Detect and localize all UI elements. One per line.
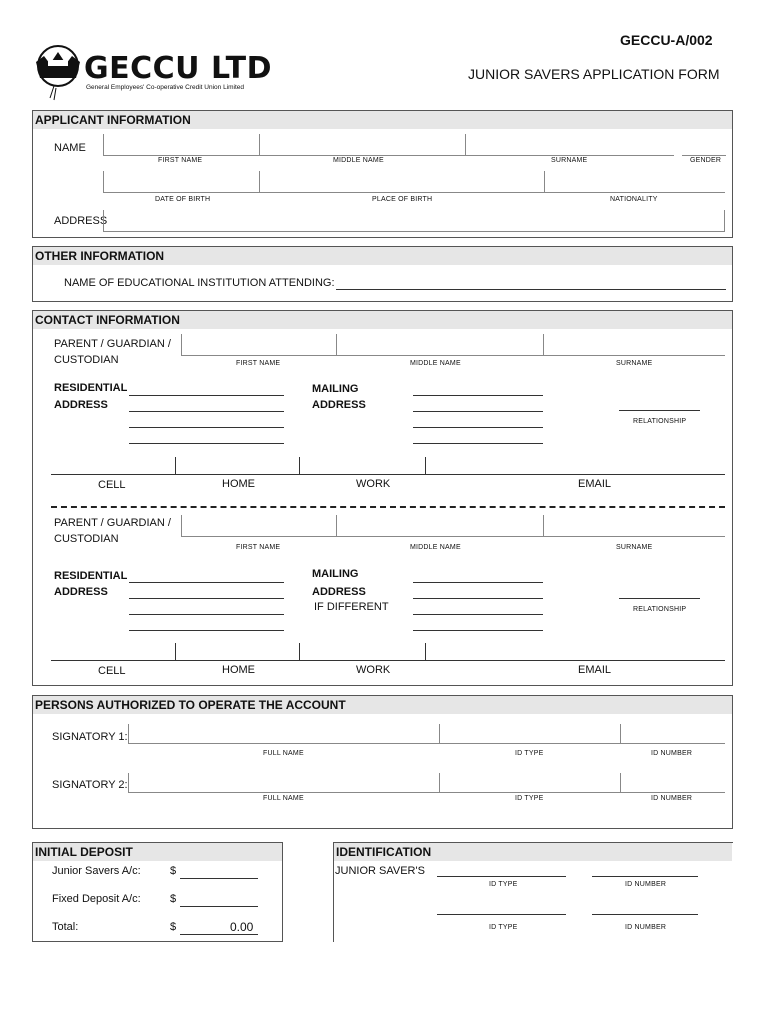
total-currency: $: [170, 921, 177, 933]
nationality-field[interactable]: [544, 171, 725, 193]
middle-name-caption: MIDDLE NAME: [333, 157, 384, 164]
authorized-section: [32, 695, 733, 829]
guardian1-mail-line1[interactable]: [413, 395, 543, 396]
guardian2-home-label: HOME: [222, 664, 255, 676]
logo: [30, 42, 280, 102]
contact-heading: CONTACT INFORMATION: [33, 311, 732, 329]
guardian1-phone-line[interactable]: [51, 474, 725, 475]
guardian1-relationship-field[interactable]: [619, 410, 700, 411]
guardian2-surname-caption: SURNAME: [616, 544, 653, 551]
pob-field[interactable]: [259, 171, 544, 193]
guardian2-divider-2: [299, 643, 300, 661]
guardian2-email-label: EMAIL: [578, 664, 612, 676]
authorized-heading: PERSONS AUTHORIZED TO OPERATE THE ACCOUNT: [33, 696, 732, 714]
guardian1-mail-line4[interactable]: [413, 443, 543, 444]
signatory2-idnumber-field[interactable]: [620, 773, 725, 793]
middle-name-field[interactable]: [259, 134, 465, 156]
guardian2-divider-3: [425, 643, 426, 661]
junior-id-number-field-1[interactable]: [592, 876, 698, 877]
fixed-deposit-currency: $: [170, 893, 177, 905]
guardian2-phone-line[interactable]: [51, 660, 725, 661]
guardian1-first-name-caption: FIRST NAME: [236, 360, 281, 367]
guardian2-mailing-address-label: ADDRESS: [312, 586, 366, 598]
guardian2-first-name-field[interactable]: [181, 515, 336, 537]
institution-field[interactable]: [336, 289, 726, 290]
signatory1-idnumber-field[interactable]: [620, 724, 725, 744]
guardian2-relationship-caption: RELATIONSHIP: [633, 606, 687, 613]
guardian2-residential-label: RESIDENTIAL: [54, 570, 128, 582]
guardian2-res-line4[interactable]: [129, 630, 284, 631]
signatory1-name-field[interactable]: [128, 724, 439, 744]
guardian1-mailing-label: MAILING: [312, 383, 359, 395]
address-field[interactable]: [103, 210, 725, 232]
guardian1-label-line2: CUSTODIAN: [54, 354, 119, 366]
guardian2-mail-line2[interactable]: [413, 598, 543, 599]
junior-id-type-caption-2: ID TYPE: [489, 924, 518, 931]
logo-subtitle: General Employees' Co-operative Credit Union Limited: [86, 84, 245, 91]
guardian1-email-label: EMAIL: [578, 478, 612, 490]
dob-caption: DATE OF BIRTH: [155, 196, 211, 203]
guardian2-middle-name-caption: MIDDLE NAME: [410, 544, 461, 551]
guardian1-res-line2[interactable]: [129, 411, 284, 412]
form-title: JUNIOR SAVERS APPLICATION FORM: [468, 66, 720, 82]
guardian1-middle-name-field[interactable]: [336, 334, 543, 356]
gender-field[interactable]: [682, 134, 726, 156]
guardian2-label-line2: CUSTODIAN: [54, 533, 119, 545]
guardian1-divider-2: [299, 457, 300, 475]
signatory1-label: SIGNATORY 1:: [52, 731, 128, 743]
fixed-deposit-amount-field[interactable]: [180, 906, 258, 907]
guardian2-mail-line3[interactable]: [413, 614, 543, 615]
guardian1-middle-name-caption: MIDDLE NAME: [410, 360, 461, 367]
guardian1-first-name-field[interactable]: [181, 334, 336, 356]
total-amount-value: 0.00: [230, 920, 254, 934]
signatory2-label: SIGNATORY 2:: [52, 779, 128, 791]
fixed-deposit-label: Fixed Deposit A/c:: [52, 893, 141, 905]
deposit-heading: INITIAL DEPOSIT: [33, 843, 282, 861]
junior-id-type-field-1[interactable]: [437, 876, 566, 877]
logo-text: GECCU LTD: [84, 51, 272, 86]
guardian1-mailing-address-label: ADDRESS: [312, 399, 366, 411]
junior-saver-id-label: JUNIOR SAVER'S: [335, 865, 425, 877]
guardian2-first-name-caption: FIRST NAME: [236, 544, 281, 551]
gender-caption: GENDER: [690, 157, 722, 164]
total-amount-line: [180, 934, 258, 935]
identification-heading: IDENTIFICATION: [334, 843, 732, 861]
logo-emblem-icon: [30, 42, 88, 102]
guardian1-divider-3: [425, 457, 426, 475]
junior-id-type-field-2[interactable]: [437, 914, 566, 915]
guardian1-mail-line2[interactable]: [413, 411, 543, 412]
guardian2-surname-field[interactable]: [543, 515, 725, 537]
signatory2-name-caption: FULL NAME: [263, 795, 304, 802]
guardian2-cell-label: CELL: [98, 665, 126, 677]
guardian2-address-label: ADDRESS: [54, 586, 108, 598]
guardian1-address-label: ADDRESS: [54, 399, 108, 411]
junior-id-number-field-2[interactable]: [592, 914, 698, 915]
dob-field[interactable]: [103, 171, 259, 193]
guardian1-home-label: HOME: [222, 478, 255, 490]
guardian1-cell-label: CELL: [98, 479, 126, 491]
guardian1-surname-caption: SURNAME: [616, 360, 653, 367]
guardian2-res-line3[interactable]: [129, 614, 284, 615]
signatory1-idnumber-caption: ID NUMBER: [651, 750, 693, 757]
nationality-caption: NATIONALITY: [610, 196, 658, 203]
junior-id-number-caption-2: ID NUMBER: [625, 924, 667, 931]
signatory1-idtype-caption: ID TYPE: [515, 750, 544, 757]
guardian1-surname-field[interactable]: [543, 334, 725, 356]
guardian1-mail-line3[interactable]: [413, 427, 543, 428]
guardian2-work-label: WORK: [356, 664, 391, 676]
junior-id-number-caption-1: ID NUMBER: [625, 881, 667, 888]
signatory1-idtype-field[interactable]: [439, 724, 620, 744]
institution-label: NAME OF EDUCATIONAL INSTITUTION ATTENDING:: [64, 277, 335, 289]
signatory2-idtype-field[interactable]: [439, 773, 620, 793]
guardian1-divider-1: [175, 457, 176, 475]
junior-savers-currency: $: [170, 865, 177, 877]
first-name-caption: FIRST NAME: [158, 157, 203, 164]
address-label: ADDRESS: [54, 215, 108, 227]
signatory2-name-field[interactable]: [128, 773, 439, 793]
guardian2-mail-line4[interactable]: [413, 630, 543, 631]
surname-caption: SURNAME: [551, 157, 588, 164]
guardian1-relationship-caption: RELATIONSHIP: [633, 418, 687, 425]
signatory1-name-caption: FULL NAME: [263, 750, 304, 757]
junior-id-type-caption-1: ID TYPE: [489, 881, 518, 888]
junior-savers-amount-field[interactable]: [180, 878, 258, 879]
guardian2-mail-line1[interactable]: [413, 582, 543, 583]
guardian2-res-line2[interactable]: [129, 598, 284, 599]
guardian1-res-line4[interactable]: [129, 443, 284, 444]
guardian2-if-different-label: IF DIFFERENT: [314, 601, 389, 613]
first-name-field[interactable]: [103, 134, 259, 156]
guardian1-residential-label: RESIDENTIAL: [54, 382, 128, 394]
guardian2-middle-name-field[interactable]: [336, 515, 543, 537]
guardian2-divider-1: [175, 643, 176, 661]
other-heading: OTHER INFORMATION: [33, 247, 732, 265]
guardian1-work-label: WORK: [356, 478, 391, 490]
total-label: Total:: [52, 921, 79, 933]
name-label: NAME: [54, 142, 86, 154]
junior-savers-label: Junior Savers A/c:: [52, 865, 141, 877]
guardian2-label-line1: PARENT / GUARDIAN /: [54, 517, 171, 529]
guardian2-mailing-label: MAILING: [312, 568, 359, 580]
signatory2-idtype-caption: ID TYPE: [515, 795, 544, 802]
guardian2-res-line1[interactable]: [129, 582, 284, 583]
guardian1-res-line3[interactable]: [129, 427, 284, 428]
surname-field[interactable]: [465, 134, 674, 156]
guardian2-relationship-field[interactable]: [619, 598, 700, 599]
pob-caption: PLACE OF BIRTH: [372, 196, 433, 203]
applicant-heading: APPLICANT INFORMATION: [33, 111, 732, 129]
guardian-separator: [51, 506, 725, 508]
form-code: GECCU-A/002: [620, 32, 713, 48]
guardian1-label-line1: PARENT / GUARDIAN /: [54, 338, 171, 350]
signatory2-idnumber-caption: ID NUMBER: [651, 795, 693, 802]
guardian1-res-line1[interactable]: [129, 395, 284, 396]
